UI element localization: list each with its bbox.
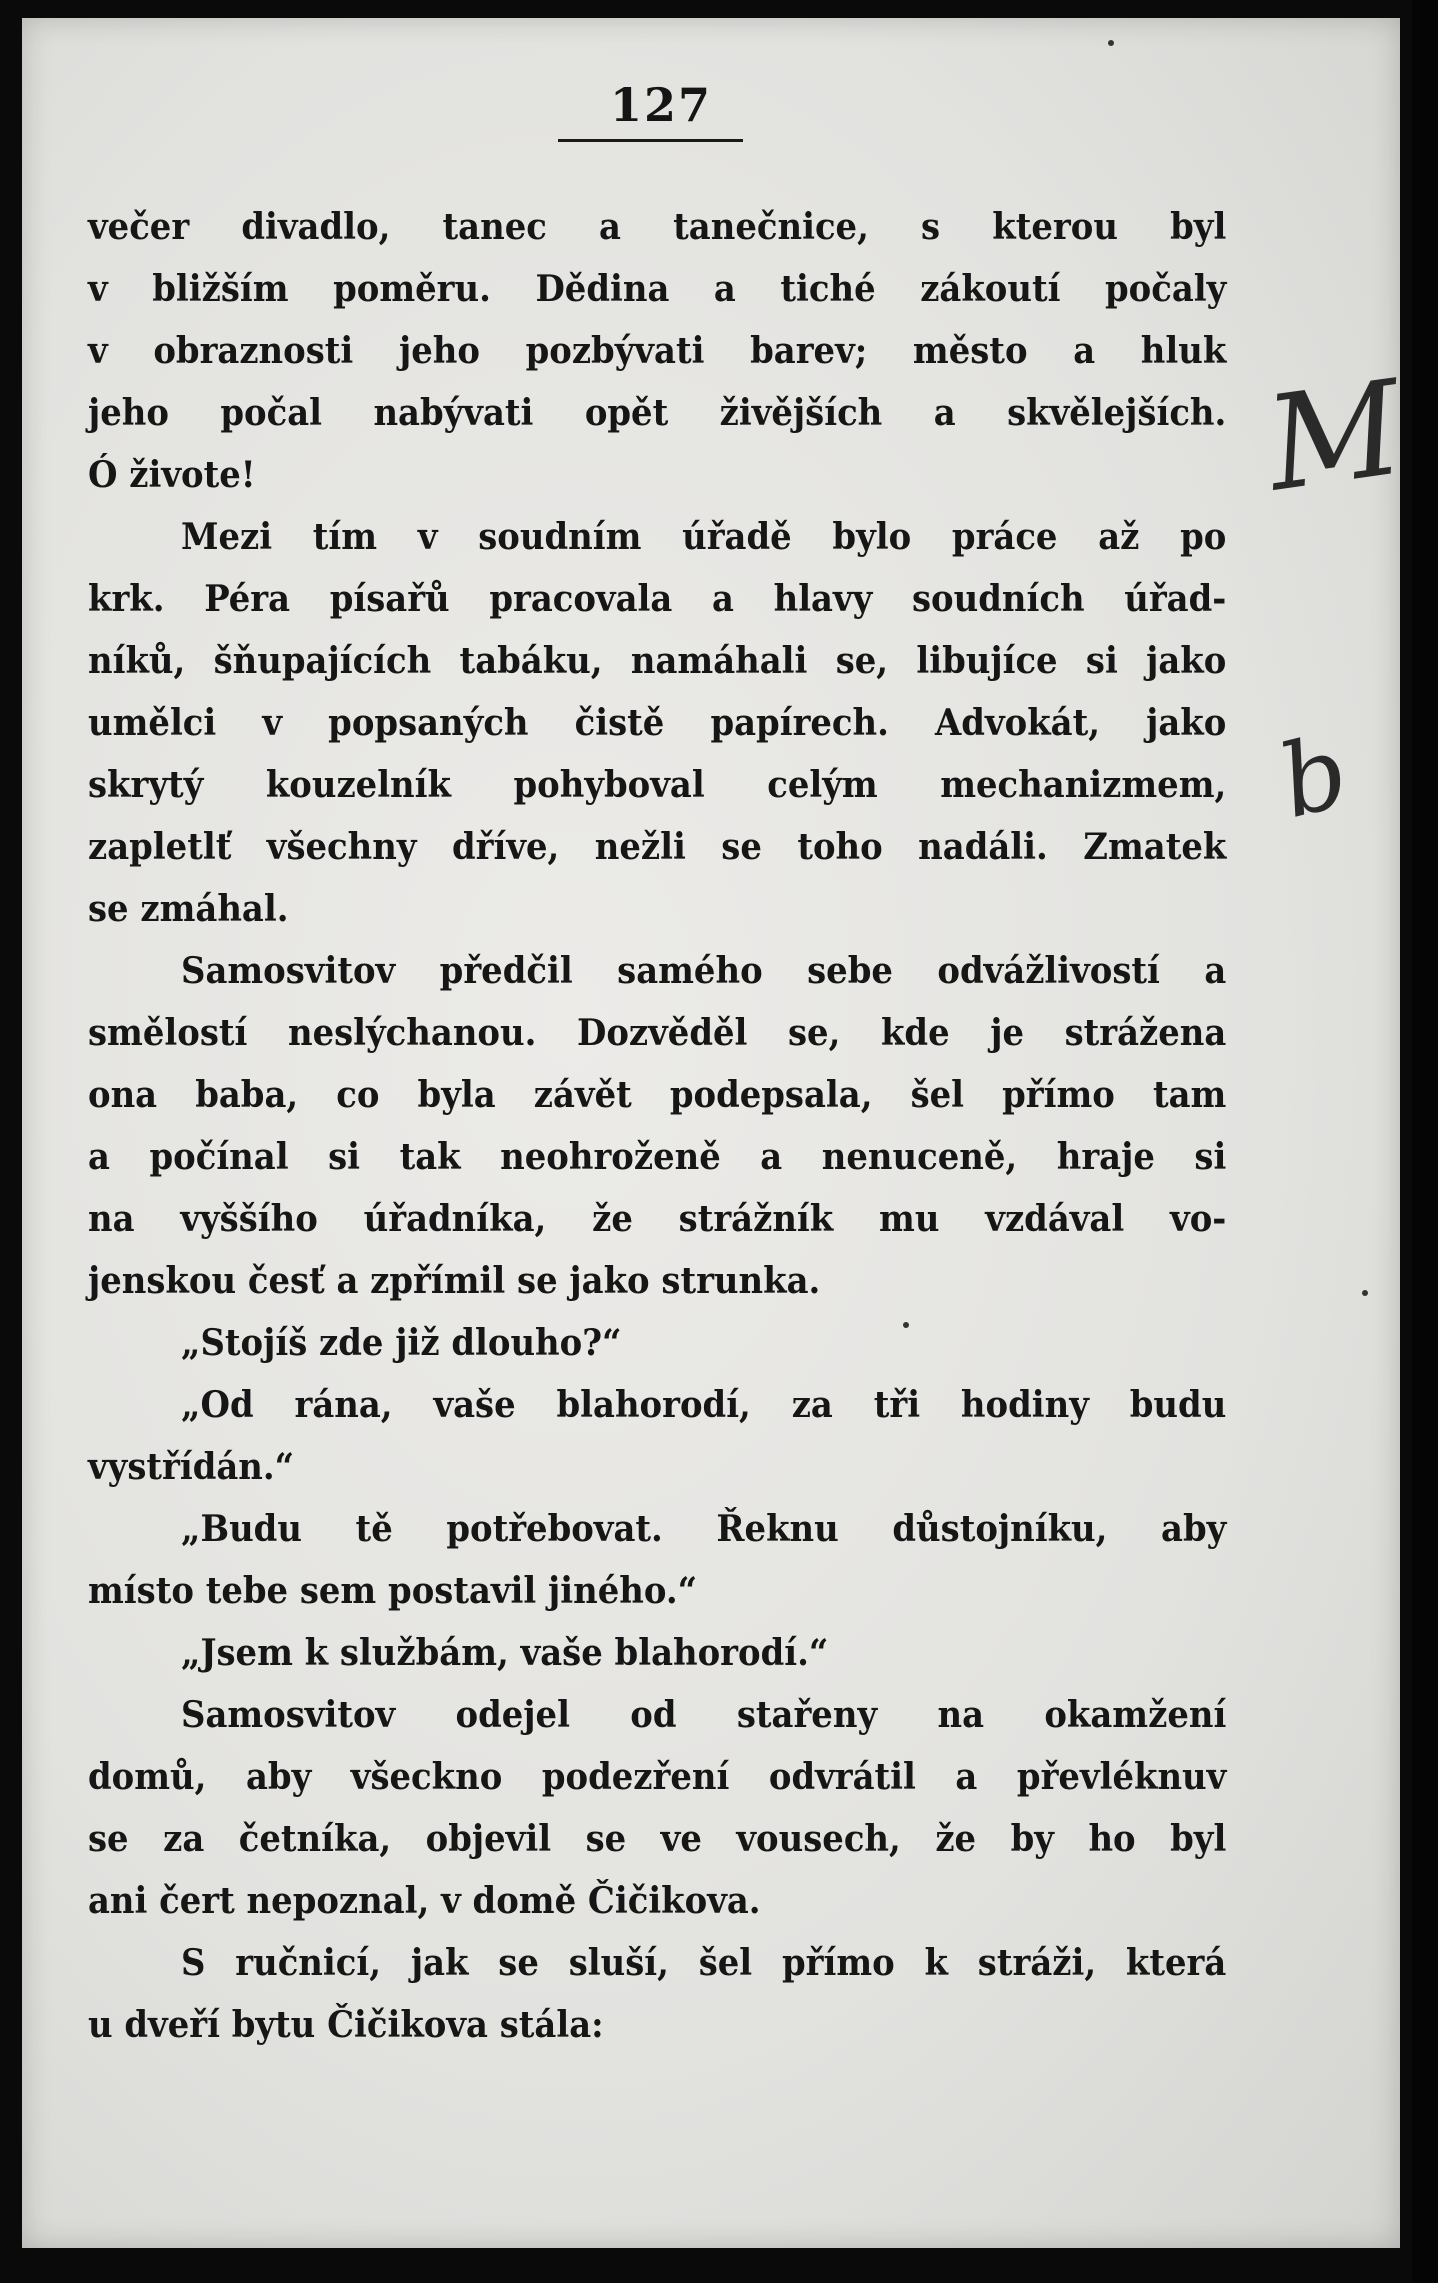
text-line: v obraznosti jeho pozbývati barev; město a hluk	[88, 329, 1227, 372]
text-line: Mezi tím v soudním úřadě bylo práce až po	[181, 515, 1227, 558]
text-line: Ó živote!	[88, 453, 256, 496]
text-line: ani čert nepoznal, v domě Čičikova.	[88, 1879, 761, 1922]
text-line: domů, aby všeckno podezření odvrátil a převléknuv	[88, 1755, 1227, 1798]
body-text	[88, 196, 1226, 2056]
page-edge-shadow	[1412, 0, 1438, 2283]
text-line: na vyššího úřadníka, že strážník mu vzdával vo-	[88, 1197, 1227, 1240]
text-line: S ručnicí, jak se sluší, šel přímo k stráži, která	[181, 1941, 1227, 1984]
text-line: „Stojíš zde již dlouho?“	[181, 1321, 622, 1364]
text-line: se za četníka, objevil se ve vousech, že by ho byl	[88, 1817, 1227, 1860]
text-line: u dveří bytu Čičikova stála:	[88, 2003, 604, 2046]
text-line: se zmáhal.	[88, 887, 289, 930]
text-line: jenskou česť a zpřímil se jako strunka.	[88, 1259, 821, 1302]
text-line: v bližším poměru. Dědina a tiché zákoutí počaly	[88, 267, 1227, 310]
text-line: a počínal si tak neohroženě a nenuceně, hraje si	[88, 1135, 1227, 1178]
text-line: Samosvitov předčil samého sebe odvážlivostí a	[181, 949, 1227, 992]
text-line: „Jsem k službám, vaše blahorodí.“	[181, 1631, 829, 1674]
handwritten-margin-mark-lower: b	[1268, 711, 1360, 842]
text-line: „Od rána, vaše blahorodí, za tři hodiny budu	[181, 1383, 1227, 1426]
text-line: smělostí neslýchanou. Dozvěděl se, kde je strážena	[88, 1011, 1227, 1054]
text-line: Samosvitov odejel od stařeny na okamžení	[181, 1693, 1227, 1736]
text-line: níků, šňupajících tabáku, namáhali se, libujíce si jako	[88, 639, 1227, 682]
text-line: místo tebe sem postavil jiného.“	[88, 1569, 698, 1612]
text-line: „Budu tě potřebovat. Řeknu důstojníku, aby	[181, 1507, 1227, 1550]
text-line: zapletlť všechny dříve, nežli se toho nadáli. Zmatek	[88, 825, 1227, 868]
text-line: skrytý kouzelník pohyboval celým mechanizmem,	[88, 763, 1227, 806]
header-rule	[558, 139, 743, 142]
page-number: 127	[610, 78, 713, 132]
scan-speck	[903, 1322, 909, 1328]
text-line: vystřídán.“	[88, 1445, 295, 1488]
text-line: umělci v popsaných čistě papírech. Advokát, jako	[88, 701, 1227, 744]
scan-speck	[1362, 1290, 1368, 1296]
text-line: krk. Péra písařů pracovala a hlavy soudních úřad-	[88, 577, 1227, 620]
text-line: jeho počal nabývati opět živějších a skvělejších.	[88, 391, 1227, 434]
text-line: ona baba, co byla závět podepsala, šel přímo tam	[88, 1073, 1227, 1116]
handwritten-margin-mark-upper: M	[1258, 351, 1412, 521]
text-line: večer divadlo, tanec a tanečnice, s kterou byl	[88, 205, 1227, 248]
scan-speck	[1108, 40, 1114, 46]
